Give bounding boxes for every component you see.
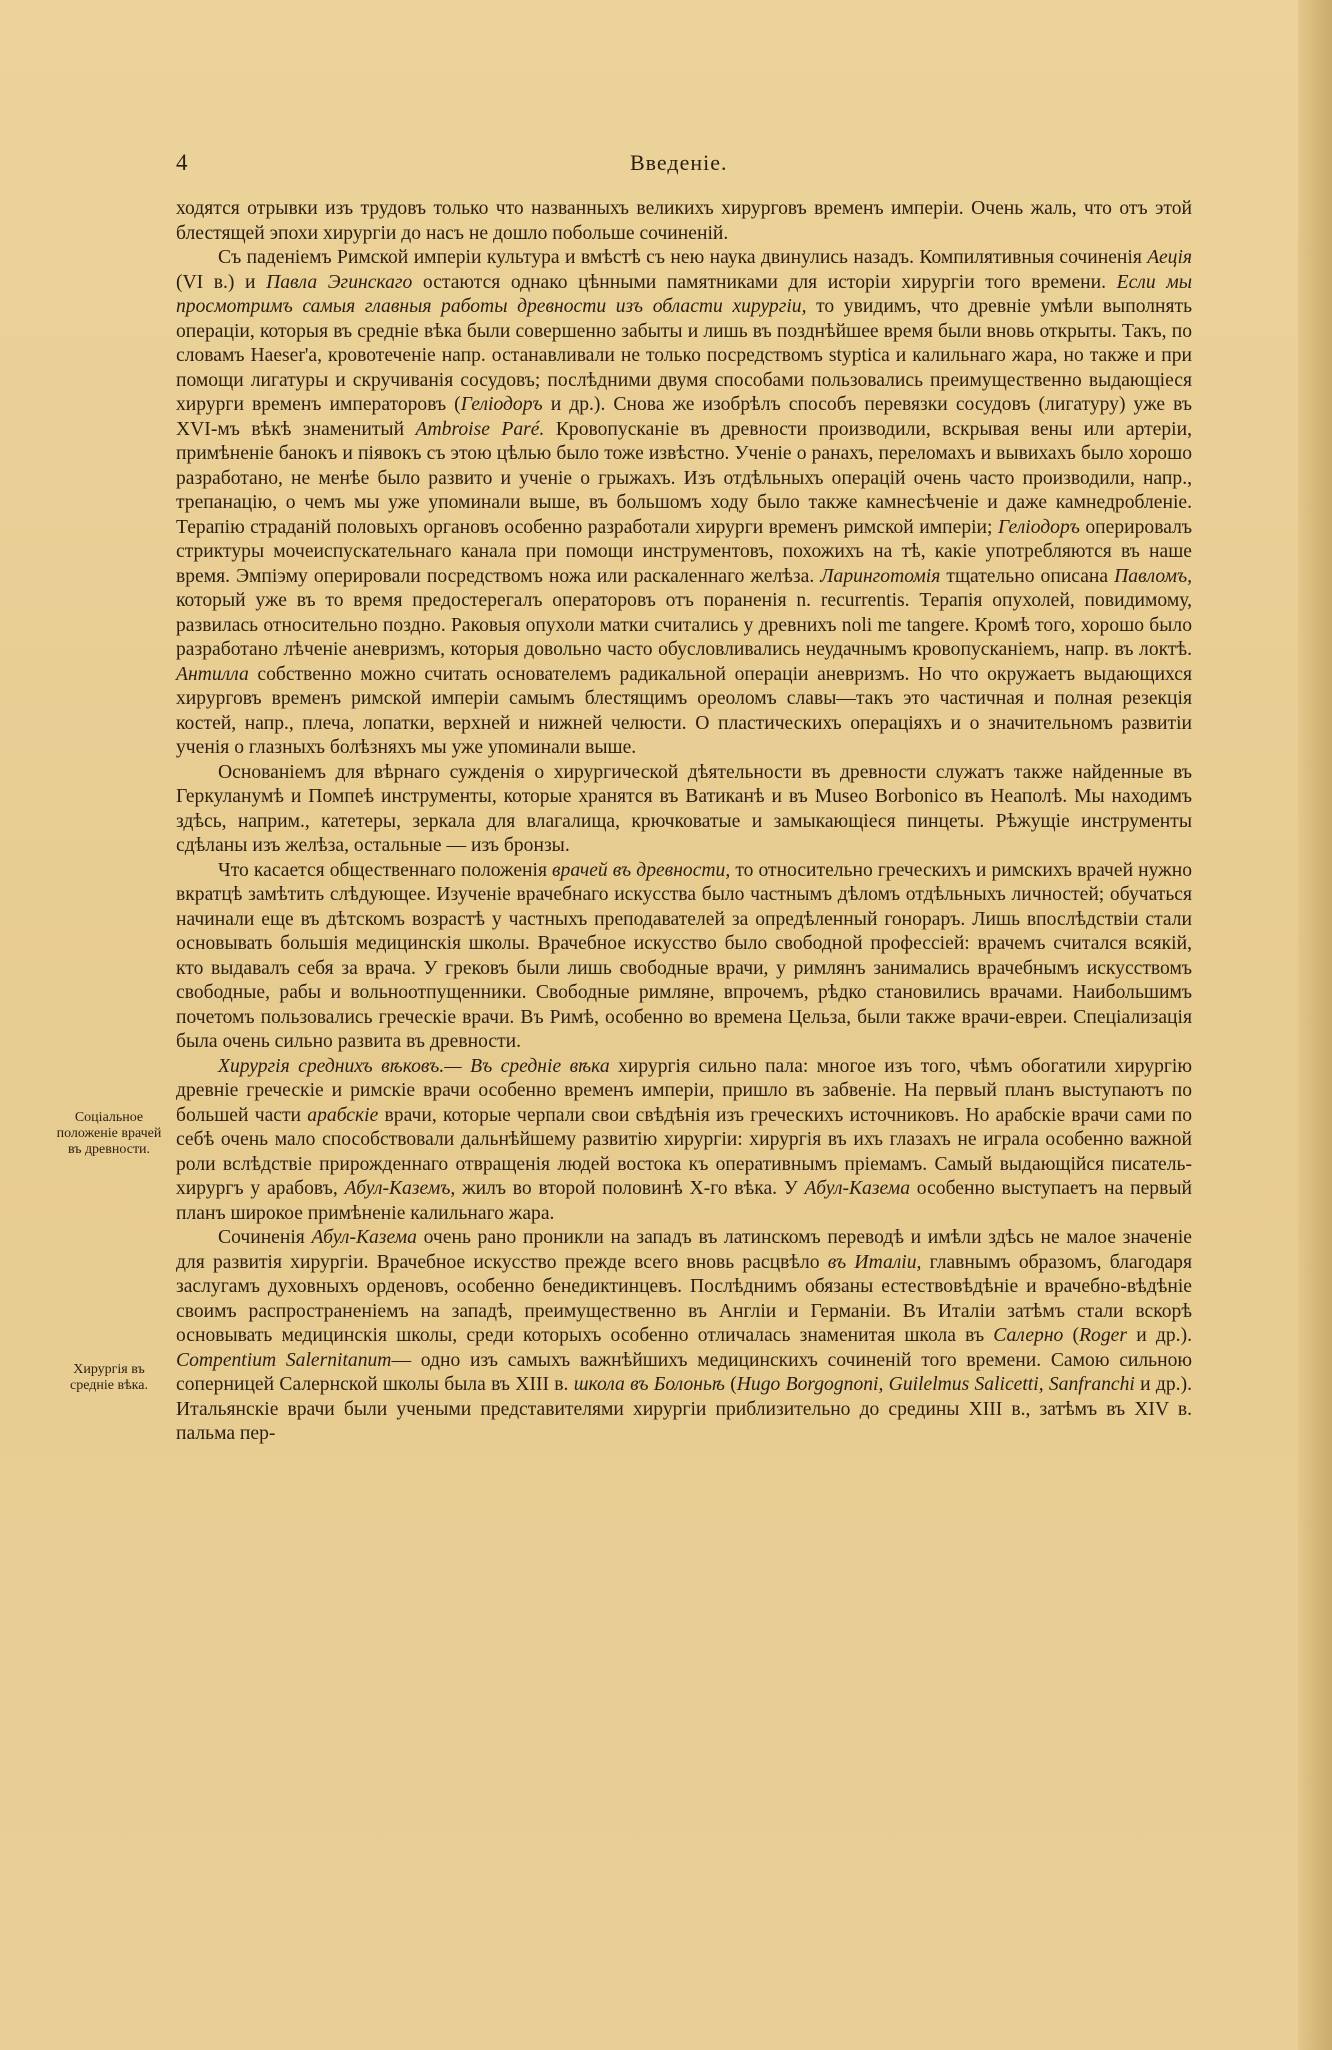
italic-text: Если мы просмотримъ самыя главныя работы древности изъ области хирургіи, bbox=[176, 271, 1192, 317]
text-run: который уже въ то время предостерегалъ операторовъ отъ пораненія n. recurrentis. Терапія опухолей, повидимому, развилась относительно поздно. Раковыя опухоли матки считались у древнихъ noli me tangere. Кромѣ того, хорошо было разработано лѣченіе аневризмъ, которыя довольно часто обусловливались неудачнымъ кровопусканіемъ, напр. въ локтѣ. bbox=[176, 590, 1192, 660]
text-run: — одно изъ самыхъ важнѣйшихъ медицинскихъ сочиненій того времени. Самою сильною соперницей Салернской школы была въ XIII в. bbox=[176, 1349, 1193, 1395]
text-run: Сочиненія bbox=[218, 1227, 312, 1248]
text-run: врачи, которые черпали свои свѣдѣнія изъ греческихъ источниковъ. Но арабскіе врачи сами по себѣ очень мало способствовали дальнѣйшему развитію хирургіи: хирургія въ ихъ глазахъ не играла особенно важной роли вслѣдствіе прирожденнаго отвращенія людей востока къ оперативнымъ пріемамъ. Самый выдающійся писатель-хирургъ у арабовъ, bbox=[176, 1104, 1192, 1199]
margin-note-social-position: Соціальное положеніе врачей въ древности. bbox=[56, 1110, 162, 1157]
paragraph bbox=[176, 859, 1192, 1055]
body-text bbox=[176, 197, 1192, 1447]
text-run: ходятся отрывки изъ трудовъ только что названныхъ великихъ хирурговъ временъ имперіи. Очень жаль, что отъ этой блестящей эпохи хирургіи до насъ не дошло побольше сочиненій. bbox=[176, 198, 1192, 244]
paragraph bbox=[176, 761, 1192, 859]
italic-text: Павломъ, bbox=[1114, 565, 1193, 587]
text-run: и др.). Итальянскіе врачи были учеными представителями хирургіи приблизительно до средины XIII в., затѣмъ въ XIV в. пальма пер- bbox=[176, 1374, 1193, 1444]
text-run: то увидимъ, что древніе умѣли выполнять операціи, которыя въ средніе вѣка были совершенно забыты и лишь въ позднѣйшее время были вновь открыты. Такъ, по словамъ Haeser'a, кровотеченіе напр. останавливали не только посредствомъ styptica и калильнаго жара, но также и при помощи лигатуры и скручиванія сосудовъ; послѣдними двумя способами пользовались преимущественно выдающіеся хирурги временъ императоровъ ( bbox=[176, 296, 1193, 415]
italic-text: Геліодоръ bbox=[460, 394, 543, 415]
text-run: тщательно описана bbox=[940, 565, 1115, 587]
italic-text: врачей въ древности, bbox=[552, 859, 731, 881]
margin-note-middle-ages: Хирургія въ средніе вѣка. bbox=[70, 1362, 148, 1393]
italic-text: Салерно bbox=[993, 1325, 1064, 1346]
text-run: жилъ во второй половинѣ X-го вѣка. У bbox=[455, 1178, 805, 1199]
italic-text: Абул-Каземъ, bbox=[344, 1178, 456, 1199]
italic-text: Абул-Казема bbox=[804, 1178, 910, 1199]
text-run: собственно можно считать основателемъ радикальной операціи аневризмъ. Но что окружаетъ выдающихся хирурговъ временъ римской имперіи самымъ блестящимъ ореоломъ славы—такъ это частичная и полная резекція костей, напр., плеча, лопатки, верхней и нижней челюсти. О пластическихъ операціяхъ и о значительномъ развитіи ученія о глазныхъ болѣзняхъ мы уже упоминали выше. bbox=[176, 663, 1192, 758]
italic-text: Ларинготомія bbox=[820, 565, 941, 587]
page-edge-shadow bbox=[1298, 0, 1332, 2050]
text-run: (VI в.) и bbox=[176, 271, 267, 293]
text-run: оперировалъ стриктуры мочеиспускательнаго канала при помощи инструментовъ, похожихъ на тѣ, какіе употребляются въ наше время. Эмпіэму оперировали посредствомъ ножа или раскаленнаго желѣза. bbox=[176, 516, 1192, 587]
paragraph bbox=[176, 1055, 1192, 1227]
text-run: особенно выступаетъ на первый планъ широкое примѣненіе калильнаго жара. bbox=[176, 1178, 1192, 1224]
italic-text: арабскіе bbox=[307, 1104, 379, 1126]
text-run: очень рано проникли на западъ въ латинскомъ переводѣ и имѣли здѣсь не малое значеніе для развитія хирургіи. Врачебное искусство прежде всего вновь расцвѣло bbox=[176, 1227, 1192, 1273]
text-run: Что касается общественнаго положенія bbox=[218, 859, 553, 881]
text-run: остаются однако цѣнными памятниками для исторіи хирургіи того времени. bbox=[412, 271, 1117, 293]
italic-text: Roger bbox=[1079, 1325, 1127, 1346]
page-number: 4 bbox=[176, 150, 188, 175]
italic-text: Геліодоръ bbox=[997, 516, 1080, 538]
italic-text: Павла Эгинскаго bbox=[266, 271, 413, 293]
italic-text: Антилла bbox=[176, 663, 249, 685]
italic-text: Хирургія среднихъ вѣковъ.— Въ средніе вѣка bbox=[218, 1055, 610, 1077]
italic-text: въ Италіи, bbox=[827, 1251, 922, 1273]
text-run: и др.). Снова же изобрѣлъ способъ перевязки сосудовъ (лигатуру) уже въ XVI-мъ вѣкѣ знаменитый bbox=[176, 394, 1192, 440]
text-run: и др.). bbox=[1126, 1325, 1192, 1346]
page-header bbox=[176, 150, 1176, 180]
italic-text: Абул-Казема bbox=[311, 1227, 417, 1248]
text-run: Съ паденіемъ Римской имперіи культура и вмѣстѣ съ нею наука двинулись назадъ. Компилятивныя сочиненія bbox=[218, 247, 1148, 268]
text-run: хирургія сильно пала: многое изъ того, чѣмъ обогатили хирургію древніе греческіе и римскіе врачи особенно временъ имперіи, пришло въ забвеніе. На первый планъ выступаютъ по большей части bbox=[176, 1055, 1192, 1126]
italic-text: Compentium Salernitanum bbox=[176, 1349, 392, 1371]
paragraph bbox=[176, 246, 1192, 761]
text-run: ( bbox=[1063, 1325, 1080, 1346]
text-run: главнымъ образомъ, благодаря заслугамъ духовныхъ орденовъ, особенно бенедиктинцевъ. Послѣднимъ обязаны естествовѣдѣніе и врачебно-вѣдѣніе своимъ распространеніемъ на западѣ, преимущественно въ Англіи и Германіи. Въ Италіи затѣмъ стали вскорѣ основывать медицинскія школы, среди которыхъ особенно отличалась знаменитая школа въ bbox=[176, 1251, 1192, 1346]
italic-text: Аеція bbox=[1147, 247, 1192, 268]
italic-text: школа въ Болоньѣ bbox=[573, 1374, 725, 1395]
paragraph bbox=[176, 1226, 1192, 1447]
text-run: ( bbox=[724, 1374, 737, 1395]
text-run: то относительно греческихъ и римскихъ врачей нужно вкратцѣ замѣтить слѣдующее. Изученіе врачебнаго искусства было частнымъ дѣломъ отдѣльныхъ личностей; обучаться начинали еще въ дѣтскомъ возрастѣ у частныхъ преподавателей за опредѣленный гонораръ. Лишь впослѣдствіи стали основывать большія медицинскія школы. Врачебное искусство было свободной профессіей: врачемъ считался всякій, кто выдавалъ себя за врача. У грековъ были лишь свободные врачи, у римлянъ занимались врачебнымъ искусствомъ свободные, рабы и вольноотпущенники. Свободные римляне, впрочемъ, рѣдко становились врачами. Наибольшимъ почетомъ пользовались греческіе врачи. Въ Римѣ, особенно во времена Цельза, были также врачи-евреи. Спеціализація была очень сильно развита въ древности. bbox=[176, 859, 1192, 1052]
text-run: Кровопусканіе въ древности производили, вскрывая вены или артеріи, примѣненіе банокъ и піявокъ съ этою цѣлью было тоже извѣстно. Ученіе о ранахъ, переломахъ и вывихахъ было хорошо разработано, не менѣе было развито и ученіе о грыжахъ. Изъ отдѣльныхъ операцій очень часто производили, напр., трепанацію, о чемъ мы уже упоминали выше, въ большомъ ходу было также камнесѣченіе и даже камнедробленіе. Терапію страданій половыхъ органовъ особенно разработали хирурги временъ римской имперіи; bbox=[176, 418, 1193, 538]
italic-text: Hugo Borgognoni, Guilelmus Salicetti, Sanfranchi bbox=[736, 1374, 1135, 1395]
text-run: Основаніемъ для вѣрнаго сужденія о хирургической дѣятельности въ древности служатъ также найденные въ Геркуланумѣ и Помпеѣ инструменты, которые хранятся въ Ватиканѣ и въ Museo Borbonico въ Неаполѣ. Мы находимъ здѣсь, наприм., катетеры, зеркала для влагалища, крючковатые и замыкающіеся пинцеты. Рѣжущіе инструменты сдѣланы изъ желѣза, остальные — изъ бронзы. bbox=[176, 761, 1192, 856]
italic-text: Ambroise Paré. bbox=[415, 418, 545, 440]
running-head: Введеніе. bbox=[630, 150, 728, 175]
paragraph bbox=[176, 197, 1192, 246]
